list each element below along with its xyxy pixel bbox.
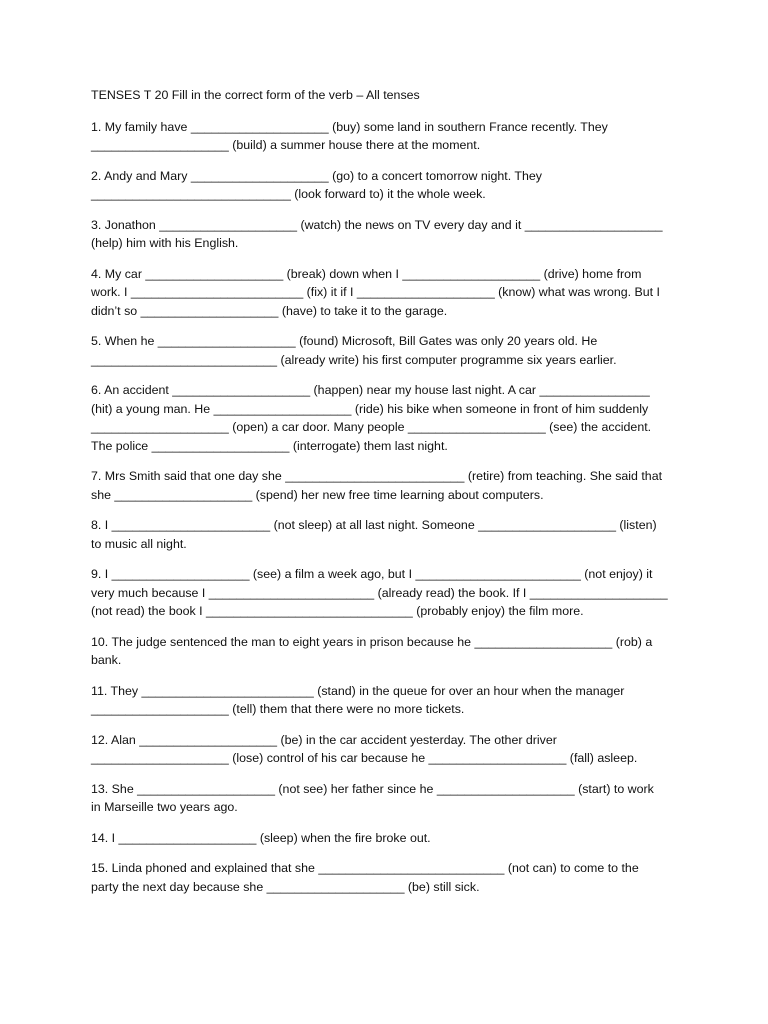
question-text-line: in Marseille two years ago. <box>91 800 238 814</box>
question-text-line: (hit) a young man. He ____________________ (ride) his bike when someone in front of him suddenly <box>91 401 649 416</box>
question-text-line: to music all night. <box>91 536 187 551</box>
question-item <box>91 265 681 321</box>
question-text-line: ___________________________ (already write) his first computer programme six years earlier. <box>91 352 617 367</box>
question-text-line: 10. The judge sentenced the man to eight years in prison because he ____________________ (rob) a <box>91 634 653 649</box>
question-text-line: bank. <box>91 653 122 667</box>
question-text-line: ____________________ (open) a car door. Many people ____________________ (see) the accident. <box>91 420 652 434</box>
question-item <box>91 167 681 204</box>
question-text-line: work. I _________________________ (fix) it if I ____________________ (know) what was wrong. But I <box>91 285 660 299</box>
question-text-line: 4. My car ____________________ (break) down when I ____________________ (drive) home from <box>91 266 642 281</box>
question-text-line: 15. Linda phoned and explained that she ___________________________ (not can) to come to the <box>91 861 639 875</box>
question-text-line: _____________________________ (look forward to) it the whole week. <box>91 187 486 201</box>
question-text-line: 11. They _________________________ (stand) in the queue for over an hour when the manager <box>91 683 625 698</box>
question-item <box>91 780 681 817</box>
question-item <box>91 682 681 719</box>
question-list <box>91 118 681 897</box>
question-item <box>91 516 681 553</box>
question-text-line: 12. Alan ____________________ (be) in the car accident yesterday. The other driver <box>91 732 557 747</box>
question-text-line: The police ____________________ (interrogate) them last night. <box>91 438 448 453</box>
question-item <box>91 859 681 896</box>
question-text-line: 13. She ____________________ (not see) her father since he ____________________ (start) to work <box>91 781 654 796</box>
question-text-line: 2. Andy and Mary ____________________ (go) to a concert tomorrow night. They <box>91 168 542 183</box>
question-text-line: (help) him with his English. <box>91 236 239 250</box>
question-text-line: she ____________________ (spend) her new free time learning about computers. <box>91 487 544 502</box>
question-item <box>91 565 681 621</box>
question-text-line: very much because I ________________________ (already read) the book. If I ____________________ <box>91 585 668 600</box>
question-text-line: party the next day because she ____________________ (be) still sick. <box>91 879 480 894</box>
question-text-line: 8. I _______________________ (not sleep) at all last night. Someone ____________________ (listen) <box>91 518 657 532</box>
question-text-line: 9. I ____________________ (see) a film a week ago, but I ________________________ (not enjoy) it <box>91 567 653 581</box>
question-item <box>91 467 681 504</box>
question-text-line: 3. Jonathon ____________________ (watch) the news on TV every day and it ____________________ <box>91 217 663 232</box>
worksheet-page <box>91 86 681 908</box>
question-item <box>91 633 681 670</box>
question-item <box>91 381 681 455</box>
worksheet-title: TENSES T 20 Fill in the correct form of the verb – All tenses <box>91 88 420 102</box>
question-text-line: (not read) the book I ______________________________ (probably enjoy) the film more. <box>91 604 584 618</box>
question-text-line: ____________________ (tell) them that there were no more tickets. <box>91 702 465 716</box>
question-item <box>91 332 681 369</box>
question-item <box>91 829 681 848</box>
question-text-line: ____________________ (build) a summer house there at the moment. <box>91 138 481 152</box>
question-item <box>91 731 681 768</box>
question-text-line: 6. An accident ____________________ (happen) near my house last night. A car ________________ <box>91 383 650 397</box>
question-text-line: 14. I ____________________ (sleep) when the fire broke out. <box>91 830 431 845</box>
question-text-line: 1. My family have ____________________ (buy) some land in southern France recently. They <box>91 119 608 134</box>
question-text-line: didn’t so ____________________ (have) to take it to the garage. <box>91 303 448 318</box>
question-text-line: 5. When he ____________________ (found) Microsoft, Bill Gates was only 20 years old. He <box>91 334 598 348</box>
question-item <box>91 216 681 253</box>
question-text-line: ____________________ (lose) control of his car because he ____________________ (fall) asleep. <box>91 751 638 765</box>
question-item <box>91 118 681 155</box>
question-text-line: 7. Mrs Smith said that one day she __________________________ (retire) from teaching. She said that <box>91 469 663 483</box>
